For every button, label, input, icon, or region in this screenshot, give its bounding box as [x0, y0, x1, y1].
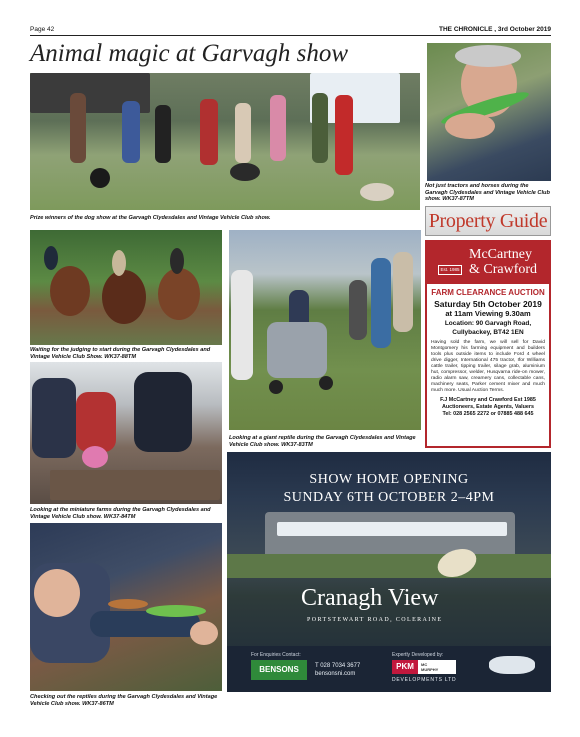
pkm-mark: PKM [392, 660, 418, 674]
page-number: Page 42 [30, 26, 55, 33]
auction-location-1: Location: 90 Garvagh Road, [444, 320, 532, 327]
brand-name-line2: & Crawford [469, 262, 538, 277]
boat-icon [489, 656, 535, 674]
bensons-logo: BENSONS [251, 660, 307, 680]
developer-label: Expertly Developed by: [392, 652, 444, 658]
ad-footer [227, 646, 551, 692]
footer-line-1: F.J McCartney and Crawford Est 1985 [440, 397, 536, 403]
publication-date: THE CHRONICLE , 3rd October 2019 [439, 26, 551, 33]
reptiles-photo [30, 523, 222, 691]
est-badge: Est. 1985 [438, 265, 462, 275]
agent-telephone: T 028 7034 3677 [315, 663, 361, 669]
miniature-farms-photo [30, 362, 222, 504]
developer-subtitle: DEVELOPMENTS LTD [392, 677, 457, 683]
miniature-farms-caption: Looking at the miniature farms during the Garvagh Clydesdales and Vintage Vehicle Club show. WK37-84TM [30, 507, 211, 520]
footer-line-3: Tel: 028 2565 2272 or 07885 488 645 [442, 411, 534, 417]
tractors-caption: Not just tractors and horses during the Garvagh Clydesdales and Vintage Vehicle Club show. WK37-87TM [425, 183, 550, 202]
horses-photo [30, 230, 222, 345]
auction-location-2: Cullybackey, BT42 1EN [452, 329, 524, 336]
auction-time: at 11am Viewing 9.30am [445, 309, 531, 318]
pkm-mcmurphy-logo [392, 660, 456, 674]
auction-body: Having sold the farm, we will sell for David Montgomery his farming equipment and builders tools plus outside items to include Ford 4 wheel drive digger, International 475 tractor, Ifor Williams cattle trailer, tipping trailer, silage grab, aluminium hut, compressor, welder, Husqvarna ride-on mower, radio alarm saw, creamery cans, collectable cans, machinery seats, Parker cement mixer and much much more. Usual Auction Terms. [431, 340, 545, 393]
show-home-line-2: SUNDAY 6TH OCTOBER 2–4PM [283, 490, 495, 505]
headline: Animal magic at Garvagh show [30, 40, 349, 67]
auction-date: Saturday 5th October 2019 [434, 299, 542, 309]
giant-reptile-photo [229, 230, 421, 430]
brand-name [469, 247, 537, 277]
agent-website: bensonsni.com [315, 671, 356, 677]
enquiries-label: For Enquiries Contact: [251, 652, 301, 658]
mccartney-crawford-ad [425, 240, 551, 448]
brand-name-line1: McCartney [469, 247, 532, 262]
development-address: PORTSTEWART ROAD, COLERAINE [307, 617, 443, 623]
property-guide-title: Property Guide [425, 206, 551, 236]
page-header [30, 24, 551, 36]
giant-reptile-caption: Looking at a giant reptile during the Garvagh Clydesdales and Vintage Vehicle Club show. WK37-83TM [229, 435, 416, 448]
horses-caption: Waiting for the judging to start during the Garvagh Clydesdales and Vintage Vehicle Club Show. WK37-88TM [30, 347, 211, 360]
footer-line-2: Auctioneers, Estate Agents, Valuers [441, 404, 535, 410]
show-home-line-1: SHOW HOME OPENING [309, 472, 469, 487]
cranagh-view-ad [227, 452, 551, 692]
reptiles-caption: Checking out the reptiles during the Garvagh Clydesdales and Vintage Vehicle Club show. WK37-86TM [30, 694, 218, 707]
dog-show-photo [30, 73, 420, 210]
agent-contact [315, 662, 360, 678]
lizard-photo [427, 43, 551, 181]
mcmurphy-mark [421, 662, 438, 672]
mccartney-brand [427, 242, 549, 284]
auction-footer [427, 397, 549, 418]
dog-show-caption: Prize winners of the dog show at the Garvagh Clydesdales and Vintage Vehicle Club show. [30, 215, 271, 221]
mcmurphy-mark-line2: MURPHY [421, 667, 439, 672]
mcmurphy-mark-line1: MC [421, 662, 428, 667]
auction-title: FARM CLEARANCE AUCTION [431, 288, 545, 297]
development-name: Cranagh View [301, 585, 439, 611]
